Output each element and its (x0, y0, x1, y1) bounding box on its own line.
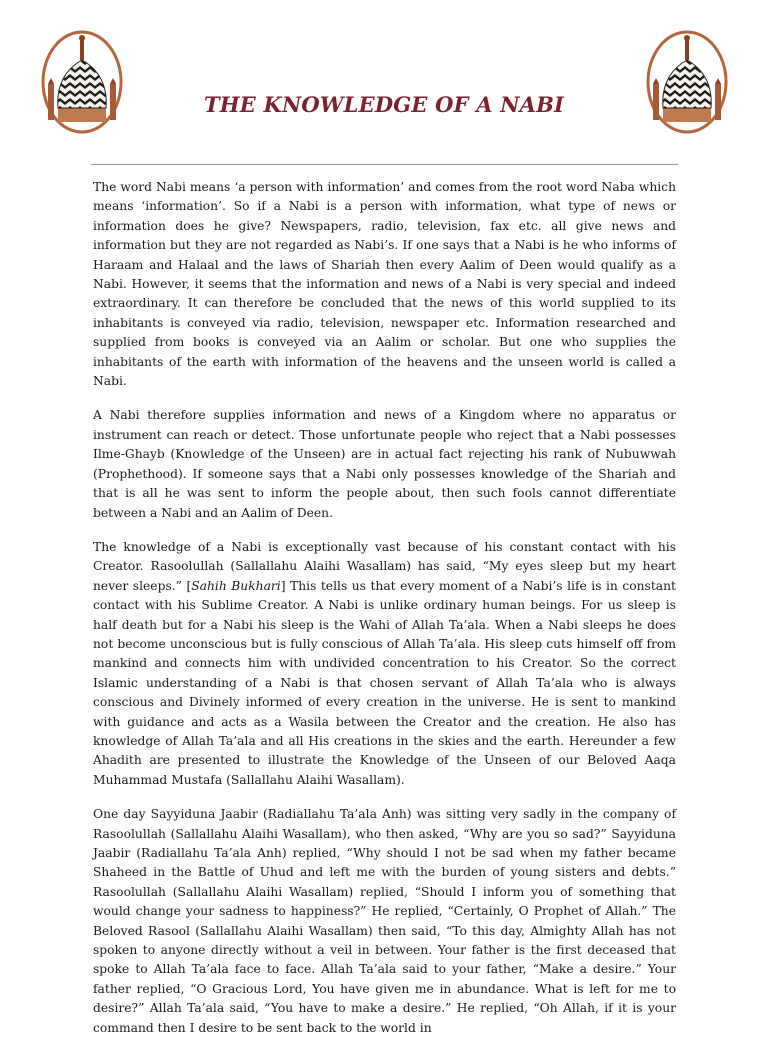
page-title: THE KNOWLEDGE OF A NABI (203, 92, 565, 117)
paragraph: One day Sayyiduna Jaabir (Radiallahu Ta’ala Anh) was sitting very sadly in the company of Rasoolullah (Sallallahu Alaihi Wasallam), who then asked, “Why are you so sad?” Sayyiduna Jaabir (Radiallahu Ta’ala Anh) replied, “Why should I not be sad when my father became Shaheed in the Battle of Uhud and left me with the burden of young sisters and debts.” Rasoolullah (Sallallahu Alaihi Wasallam) replied, “Should I inform you of something that would change your sadness to happiness?” He replied, “Certainly, O Prophet of Allah.” The Beloved Rasool (Sallallahu Alaihi Wasallam) then said, “To this day, Almighty Allah has not spoken to anyone directly without a veil in between. Your father is the first deceased that spoke to Allah Ta’ala face to face. Allah Ta’ala said to your father, “Make a desire.” Your father replied, “O Gracious Lord, You have given me in abundance. What is left for me to desire?” Allah Ta’ala said, “You have to make a desire.” He replied, “Oh Allah, if it is your command then I desire to be sent back to the world in (93, 807, 676, 1035)
paragraph-text: ] This tells us that every moment of a Nabi’s life is in constant contact with his Sublime Creator. A Nabi is unlike ordinary human beings. For us sleep is half death but for a Nabi his sleep is the Wahi of Allah Ta’ala. When a Nabi sleeps he does not become unconscious but is fully conscious of Allah Ta’ala. His sleep cuts himself off from mankind and connects him with undivided concentration to his Creator. So the correct Islamic understanding of a Nabi is that chosen servant of Allah Ta’ala who is always conscious and Divinely informed of every creation in the universe. He is sent to mankind with guidance and acts as a Wasila between the Creator and the creation. He also has knowledge of Allah Ta’ala and all His creations in the skies and the earth. Hereunder a few Ahadith are presented to illustrate the Knowledge of the Unseen of our Beloved Aaqa Muhammad Mustafa (Sallallahu Alaihi Wasallam). (93, 578, 676, 787)
document-body (93, 178, 676, 1053)
citation: Sahih Bukhari (191, 578, 281, 593)
dome-emblem-icon (40, 26, 124, 134)
paragraph (93, 538, 676, 790)
paragraph: The word Nabi means ‘a person with information’ and comes from the root word Naba which means ‘information’. So if a Nabi is a person with information, what type of news or information does he give? Newspapers, radio, television, fax etc. all give news and information but they are not regarded as Nabi’s. If one says that a Nabi is he who informs of Haraam and Halaal and the laws of Shariah then every Aalim of Deen would qualify as a Nabi. However, it seems that the information and news of a Nabi is very special and indeed extraordinary. It can therefore be concluded that the news of this world supplied to its inhabitants is conveyed via radio, television, newspaper etc. Information researched and supplied from books is conveyed via an Aalim or scholar. But one who supplies the inhabitants of the earth with information of the heavens and the unseen world is called a Nabi. (93, 180, 676, 389)
title-divider (91, 164, 678, 165)
dome-emblem-icon (645, 26, 729, 134)
paragraph: A Nabi therefore supplies information and news of a Kingdom where no apparatus or instrument can reach or detect. Those unfortunate people who reject that a Nabi possesses Ilme-Ghayb (Knowledge of the Unseen) are in actual fact rejecting his rank of Nubuwwah (Prophethood). If someone says that a Nabi only possesses knowledge of the Shariah and that is all he was sent to inform the people about, then such fools cannot differentiate between a Nabi and an Aalim of Deen. (93, 408, 676, 520)
paragraph-text: The knowledge of a Nabi is exceptionally vast because of his constant contact with his Creator. Rasoolullah (Sallallahu Alaihi Wasallam) has said, “My eyes sleep but my heart never sleeps.” [ (93, 539, 676, 593)
